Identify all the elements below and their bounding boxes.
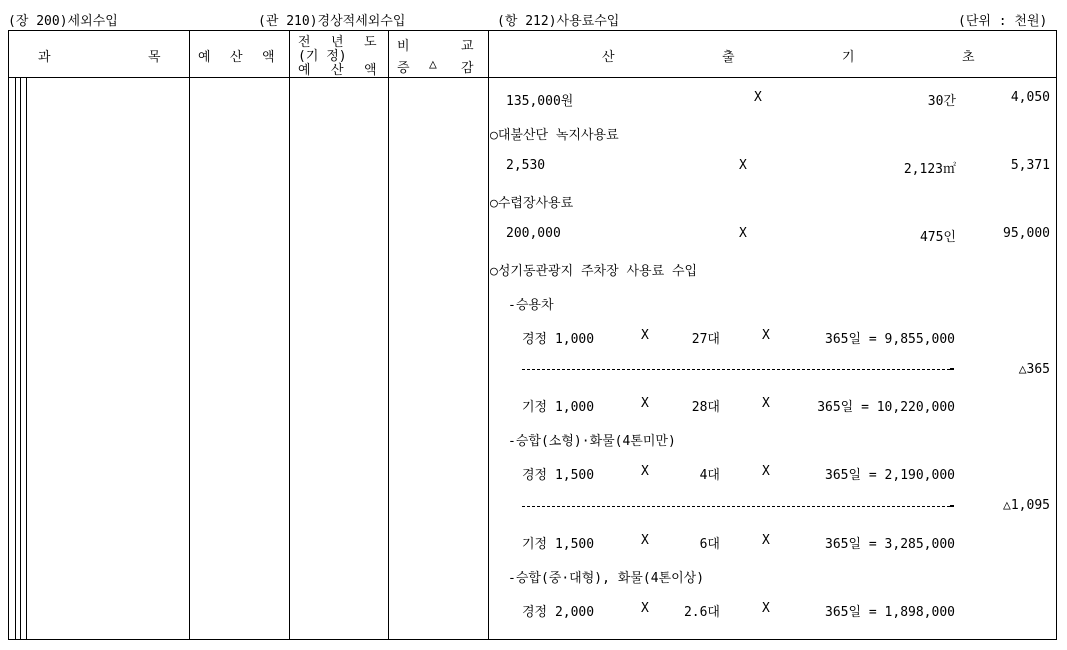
header-compare-1: 비: [397, 39, 410, 54]
calc-result: 365일 = 3,285,000: [825, 537, 955, 552]
header-divider: [8, 77, 1057, 78]
header-prev-1: 전: [298, 35, 311, 50]
section-heading: ○성기동관광지 주차장 사용료 수입: [490, 264, 698, 279]
dashed-separator: [522, 369, 950, 370]
header-budget-2: 산: [230, 50, 243, 65]
calc-unit-price: 135,000원: [506, 94, 574, 109]
calc-total: 4,050: [1010, 90, 1050, 105]
col-divider-budget: [189, 30, 190, 640]
calc-count: 6대: [699, 537, 720, 552]
calc-times: X: [739, 226, 747, 241]
header-basis-2: 출: [722, 50, 735, 65]
header-prev-sub: (기 정): [298, 49, 347, 64]
calc-count: 2.6대: [683, 605, 720, 620]
calc-quantity: 2,123㎡: [903, 162, 956, 177]
calc-result: 365일 = 1,898,000: [825, 605, 955, 620]
header-basis-1: 산: [602, 50, 615, 65]
calc-term: 기정 1,000: [522, 400, 595, 415]
unit-label: (단위 : 천원): [958, 14, 1048, 29]
subject-rule-2: [20, 78, 21, 640]
calc-total: 95,000: [1003, 226, 1050, 241]
col-divider-compare: [388, 30, 389, 640]
sub-heading: -승합(중·대형), 화물(4톤이상): [508, 571, 705, 586]
calc-term: 경정 1,500: [522, 468, 595, 483]
jang-label: (장 200)세외수입: [8, 14, 118, 29]
calc-times: X: [762, 464, 770, 479]
calc-quantity: 30간: [927, 94, 956, 109]
calc-times: X: [762, 396, 770, 411]
header-subject-2: 목: [148, 50, 161, 65]
calc-term: 기정 1,500: [522, 537, 595, 552]
header-prev-3: 도: [364, 35, 377, 50]
calc-term: 경정 2,000: [522, 605, 595, 620]
sub-heading: -승합(소형)·화물(4톤미만): [508, 434, 676, 449]
header-prev-amount-1: 예: [298, 63, 311, 78]
col-divider-basis: [488, 30, 489, 640]
header-basis-3: 기: [842, 50, 855, 65]
col-divider-prev: [289, 30, 290, 640]
dashed-separator: [522, 506, 950, 507]
header-increase-2: △: [429, 57, 437, 72]
subject-rule-3: [26, 78, 27, 640]
sub-heading: -승용차: [508, 298, 554, 313]
hang-label: (항 212)사용료수입: [497, 14, 620, 29]
calc-count: 28대: [691, 400, 720, 415]
calc-term: 경정 1,000: [522, 332, 595, 347]
calc-times: X: [641, 328, 649, 343]
header-budget-3: 액: [262, 50, 275, 65]
header-increase-3: 감: [461, 61, 474, 76]
calc-quantity: 475인: [919, 230, 956, 245]
calc-difference: △1,095: [1003, 498, 1050, 513]
calc-times: X: [641, 464, 649, 479]
header-subject-1: 과: [38, 50, 51, 65]
calc-unit-price: 200,000: [506, 226, 561, 241]
separator-end-mark: [950, 505, 954, 507]
calc-times: X: [739, 158, 747, 173]
calc-times: X: [641, 396, 649, 411]
section-heading: ○수렵장사용료: [490, 196, 574, 211]
calc-times: X: [641, 533, 649, 548]
header-prev-2: 년: [331, 35, 344, 50]
calc-count: 4대: [699, 468, 720, 483]
calc-times: X: [641, 601, 649, 616]
calc-unit-price: 2,530: [506, 158, 546, 173]
separator-end-mark: [950, 368, 954, 370]
calc-result: 365일 = 2,190,000: [825, 468, 955, 483]
calc-total: 5,371: [1010, 158, 1050, 173]
calc-times: X: [754, 90, 762, 105]
section-heading: ○대불산단 녹지사용료: [490, 128, 619, 143]
calc-difference: △365: [1018, 362, 1050, 377]
calc-times: X: [762, 601, 770, 616]
subject-rule-1: [15, 78, 16, 640]
calc-count: 27대: [691, 332, 720, 347]
gwan-label: (관 210)경상적세외수입: [258, 14, 406, 29]
header-increase-1: 증: [397, 61, 410, 76]
header-basis-4: 초: [962, 50, 975, 65]
header-compare-2: 교: [461, 39, 474, 54]
calc-times: X: [762, 533, 770, 548]
calc-result: 365일 = 10,220,000: [817, 400, 955, 415]
header-prev-amount-2: 산: [331, 63, 344, 78]
calc-result: 365일 = 9,855,000: [825, 332, 955, 347]
calc-times: X: [762, 328, 770, 343]
header-budget-1: 예: [198, 50, 211, 65]
header-prev-amount-3: 액: [364, 63, 377, 78]
